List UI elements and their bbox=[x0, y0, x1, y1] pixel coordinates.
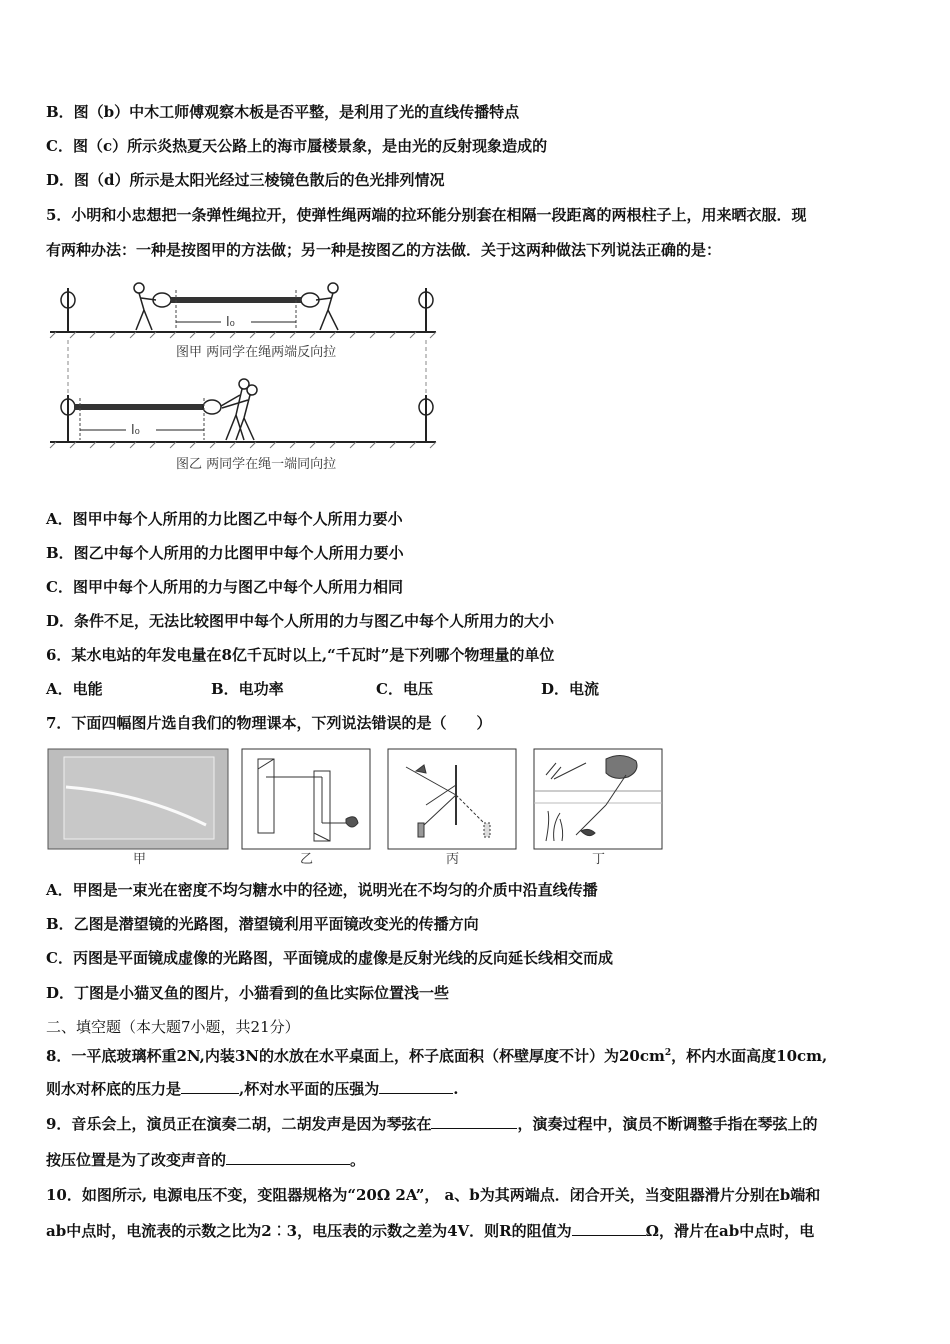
q5-stem-line1: 5．小明和小忠想把一条弹性绳拉开，使弹性绳两端的拉环能分别套在相隔一段距离的两根柱子上，用来晒衣服．现 bbox=[46, 206, 807, 224]
q9-line2 bbox=[46, 1150, 365, 1170]
q7-stem: 7．下面四幅图片选自我们的物理课本，下列说法错误的是（ ） bbox=[46, 714, 492, 732]
rope-jia bbox=[171, 297, 301, 303]
figure-bing bbox=[388, 749, 516, 867]
q9-text-a: 9．音乐会上，演员正在演奏二胡，二胡发声是因为琴弦在 bbox=[46, 1115, 432, 1133]
q5-option-a: A．图甲中每个人所用的力比图乙中每个人所用力要小 bbox=[46, 510, 403, 528]
q9-text-c: 按压位置是为了改变声音的 bbox=[46, 1151, 227, 1169]
q9-text-b: ，演奏过程中，演员不断调整手指在琴弦上的 bbox=[517, 1115, 818, 1133]
q5-option-c: C．图甲中每个人所用的力与图乙中每个人所用力相同 bbox=[46, 578, 403, 596]
q6-option-a: A．电能 bbox=[46, 680, 103, 698]
q8-text-b: ，杯内水面高度10cm, bbox=[671, 1047, 828, 1065]
post-left-jia bbox=[61, 288, 75, 332]
q7-option-b: B．乙图是潜望镜的光路图，潜望镜利用平面镜改变光的传播方向 bbox=[46, 915, 479, 933]
person-left-jia bbox=[134, 283, 171, 330]
q9-blank-1[interactable] bbox=[431, 1114, 517, 1129]
q5-option-d: D．条件不足，无法比较图甲中每个人所用的力与图乙中每个人所用力的大小 bbox=[46, 612, 555, 630]
q8-text-e: . bbox=[453, 1080, 459, 1098]
caption-yi: 图乙 两同学在绳一端同向拉 bbox=[176, 457, 337, 472]
q7-option-d: D．丁图是小猫叉鱼的图片，小猫看到的鱼比实际位置浅一些 bbox=[46, 984, 450, 1002]
q5-stem-line2: 有两种办法：一种是按图甲的方法做；另一种是按图乙的方法做．关于这两种做法下列说法正确的是： bbox=[46, 241, 722, 259]
q9-line1 bbox=[46, 1114, 817, 1134]
q6-option-b: B．电功率 bbox=[211, 680, 284, 698]
post-right-yi bbox=[419, 395, 433, 442]
q8-blank-1[interactable] bbox=[181, 1079, 239, 1094]
q7-figures bbox=[46, 745, 666, 870]
rope-yi bbox=[74, 404, 204, 410]
q10-blank-1[interactable] bbox=[572, 1221, 646, 1236]
q6-stem: 6．某水电站的年发电量在8亿千瓦时以上,“千瓦时”是下列哪个物理量的单位 bbox=[46, 646, 555, 664]
figure-ding bbox=[534, 749, 662, 867]
q10-text-b: Ω，滑片在ab中点时，电 bbox=[645, 1222, 815, 1240]
figure-jia bbox=[48, 749, 228, 867]
q6-option-d: D．电流 bbox=[541, 680, 600, 698]
post-right-jia bbox=[419, 288, 433, 332]
caption-ding-7: 丁 bbox=[592, 852, 606, 867]
q4-option-b: B．图（b）中木工师傅观察木板是否平整，是利用了光的直线传播特点 bbox=[46, 103, 520, 121]
caption-yi-7: 乙 bbox=[300, 852, 314, 867]
q8-text-c: 则水对杯底的压力是 bbox=[46, 1080, 182, 1098]
q4-option-d: D．图（d）所示是太阳光经过三棱镜色散后的色光排列情况 bbox=[46, 171, 445, 189]
q8-line1 bbox=[46, 1043, 827, 1066]
q9-blank-2[interactable] bbox=[226, 1150, 350, 1165]
section-heading-fill-in: 二、填空题（本大题7小题，共21分） bbox=[46, 1018, 300, 1036]
q10-line1: 10．如图所示, 电源电压不变，变阻器规格为“20Ω 2A”， a、b为其两端点．闭合开关，当变阻器滑片分别在b端和 bbox=[46, 1186, 821, 1204]
caption-jia-7: 甲 bbox=[133, 852, 147, 867]
caption-jia: 图甲 两同学在绳两端反向拉 bbox=[176, 345, 337, 360]
q9-text-d: 。 bbox=[350, 1151, 366, 1169]
person-right-jia bbox=[301, 283, 338, 330]
q5-figure bbox=[46, 280, 446, 480]
q8-blank-2[interactable] bbox=[379, 1079, 453, 1094]
q8-text-d: ,杯对水平面的压强为 bbox=[239, 1080, 380, 1098]
q8-text-a: 8．一平底玻璃杯重2N,内装3N的水放在水平桌面上，杯子底面积（杯壁厚度不计）为20cm bbox=[46, 1047, 665, 1065]
q7-option-a: A．甲图是一束光在密度不均匀糖水中的径迹，说明光在不均匀的介质中沿直线传播 bbox=[46, 881, 598, 899]
post-left-yi bbox=[61, 395, 75, 442]
figure-yi bbox=[242, 749, 370, 867]
people-yi bbox=[203, 379, 257, 440]
q10-line2 bbox=[46, 1221, 814, 1241]
label-l0-yi: l₀ bbox=[131, 423, 140, 438]
q8-line2 bbox=[46, 1079, 458, 1099]
q7-option-c: C．丙图是平面镜成虚像的光路图，平面镜成的虚像是反射光线的反向延长线相交而成 bbox=[46, 949, 613, 967]
q6-option-c: C．电压 bbox=[376, 680, 433, 698]
q4-option-c: C．图（c）所示炎热夏天公路上的海市蜃楼景象，是由光的反射现象造成的 bbox=[46, 137, 548, 155]
q8-superscript: 2 bbox=[664, 1048, 672, 1058]
label-l0-jia: l₀ bbox=[226, 315, 235, 330]
q5-option-b: B．图乙中每个人所用的力比图甲中每个人所用力要小 bbox=[46, 544, 404, 562]
q10-text-a: ab中点时，电流表的示数之比为2︰3，电压表的示数之差为4V．则R的阻值为 bbox=[46, 1222, 572, 1240]
caption-bing-7: 丙 bbox=[446, 852, 460, 867]
